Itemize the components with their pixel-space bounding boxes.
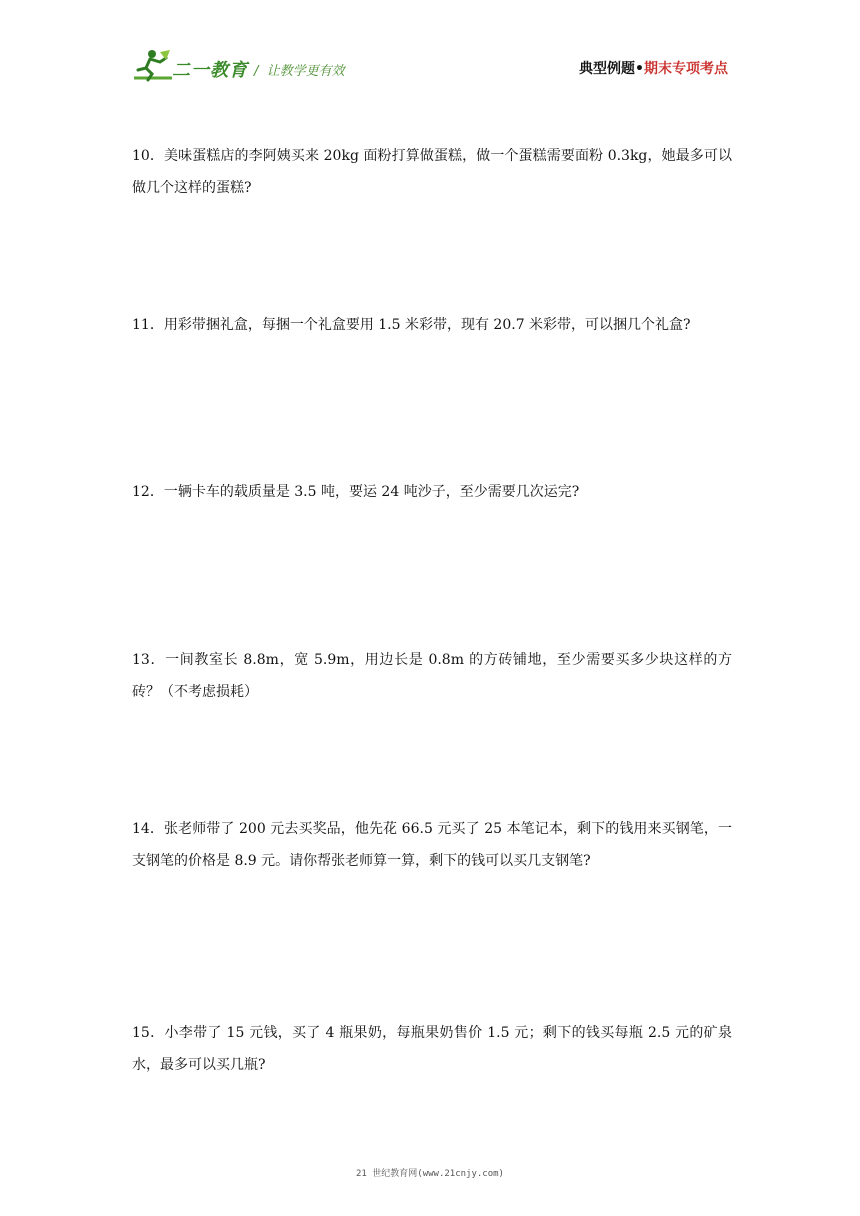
topic-part2: 期末专项考点 [644, 61, 728, 77]
question-11: 11．用彩带捆礼盒，每捆一个礼盒要用 1.5 米彩带，现有 20.7 米彩带，可以捆几个礼盒? [132, 317, 691, 333]
question-13: 13．一间教室长 8.8m，宽 5.9m，用边长是 0.8m 的方砖铺地，至少需要买多少块这样的方砖？（不考虑损耗） [132, 652, 732, 700]
header-slogan: / 让教学更有效 [254, 64, 345, 79]
question-12: 12．一辆卡车的载质量是 3.5 吨，要运 24 吨沙子，至少需要几次运完? [132, 484, 580, 500]
question-15: 15．小李带了 15 元钱，买了 4 瓶果奶，每瓶果奶售价 1.5 元；剩下的钱买每瓶 2.5 元的矿泉水，最多可以买几瓶? [132, 1025, 732, 1073]
question-14: 14．张老师带了 200 元去买奖品，他先花 66.5 元买了 25 本笔记本，剩下的钱用来买钢笔，一支钢笔的价格是 8.9 元。请你帮张老师算一算，剩下的钱可以买几支钢笔? [132, 821, 732, 869]
page-footer: 21 世纪教育网(www.21cnjy.com) [356, 1169, 504, 1179]
question-10: 10．美味蛋糕店的李阿姨买来 20kg 面粉打算做蛋糕，做一个蛋糕需要面粉 0.3kg，她最多可以做几个这样的蛋糕? [132, 148, 732, 196]
page-header [0, 0, 860, 100]
header-topic [579, 58, 728, 78]
topic-part1: 典型例题 [579, 61, 636, 77]
topic-separator: • [635, 61, 644, 77]
logo-wordmark: 二一教育 [172, 60, 248, 81]
